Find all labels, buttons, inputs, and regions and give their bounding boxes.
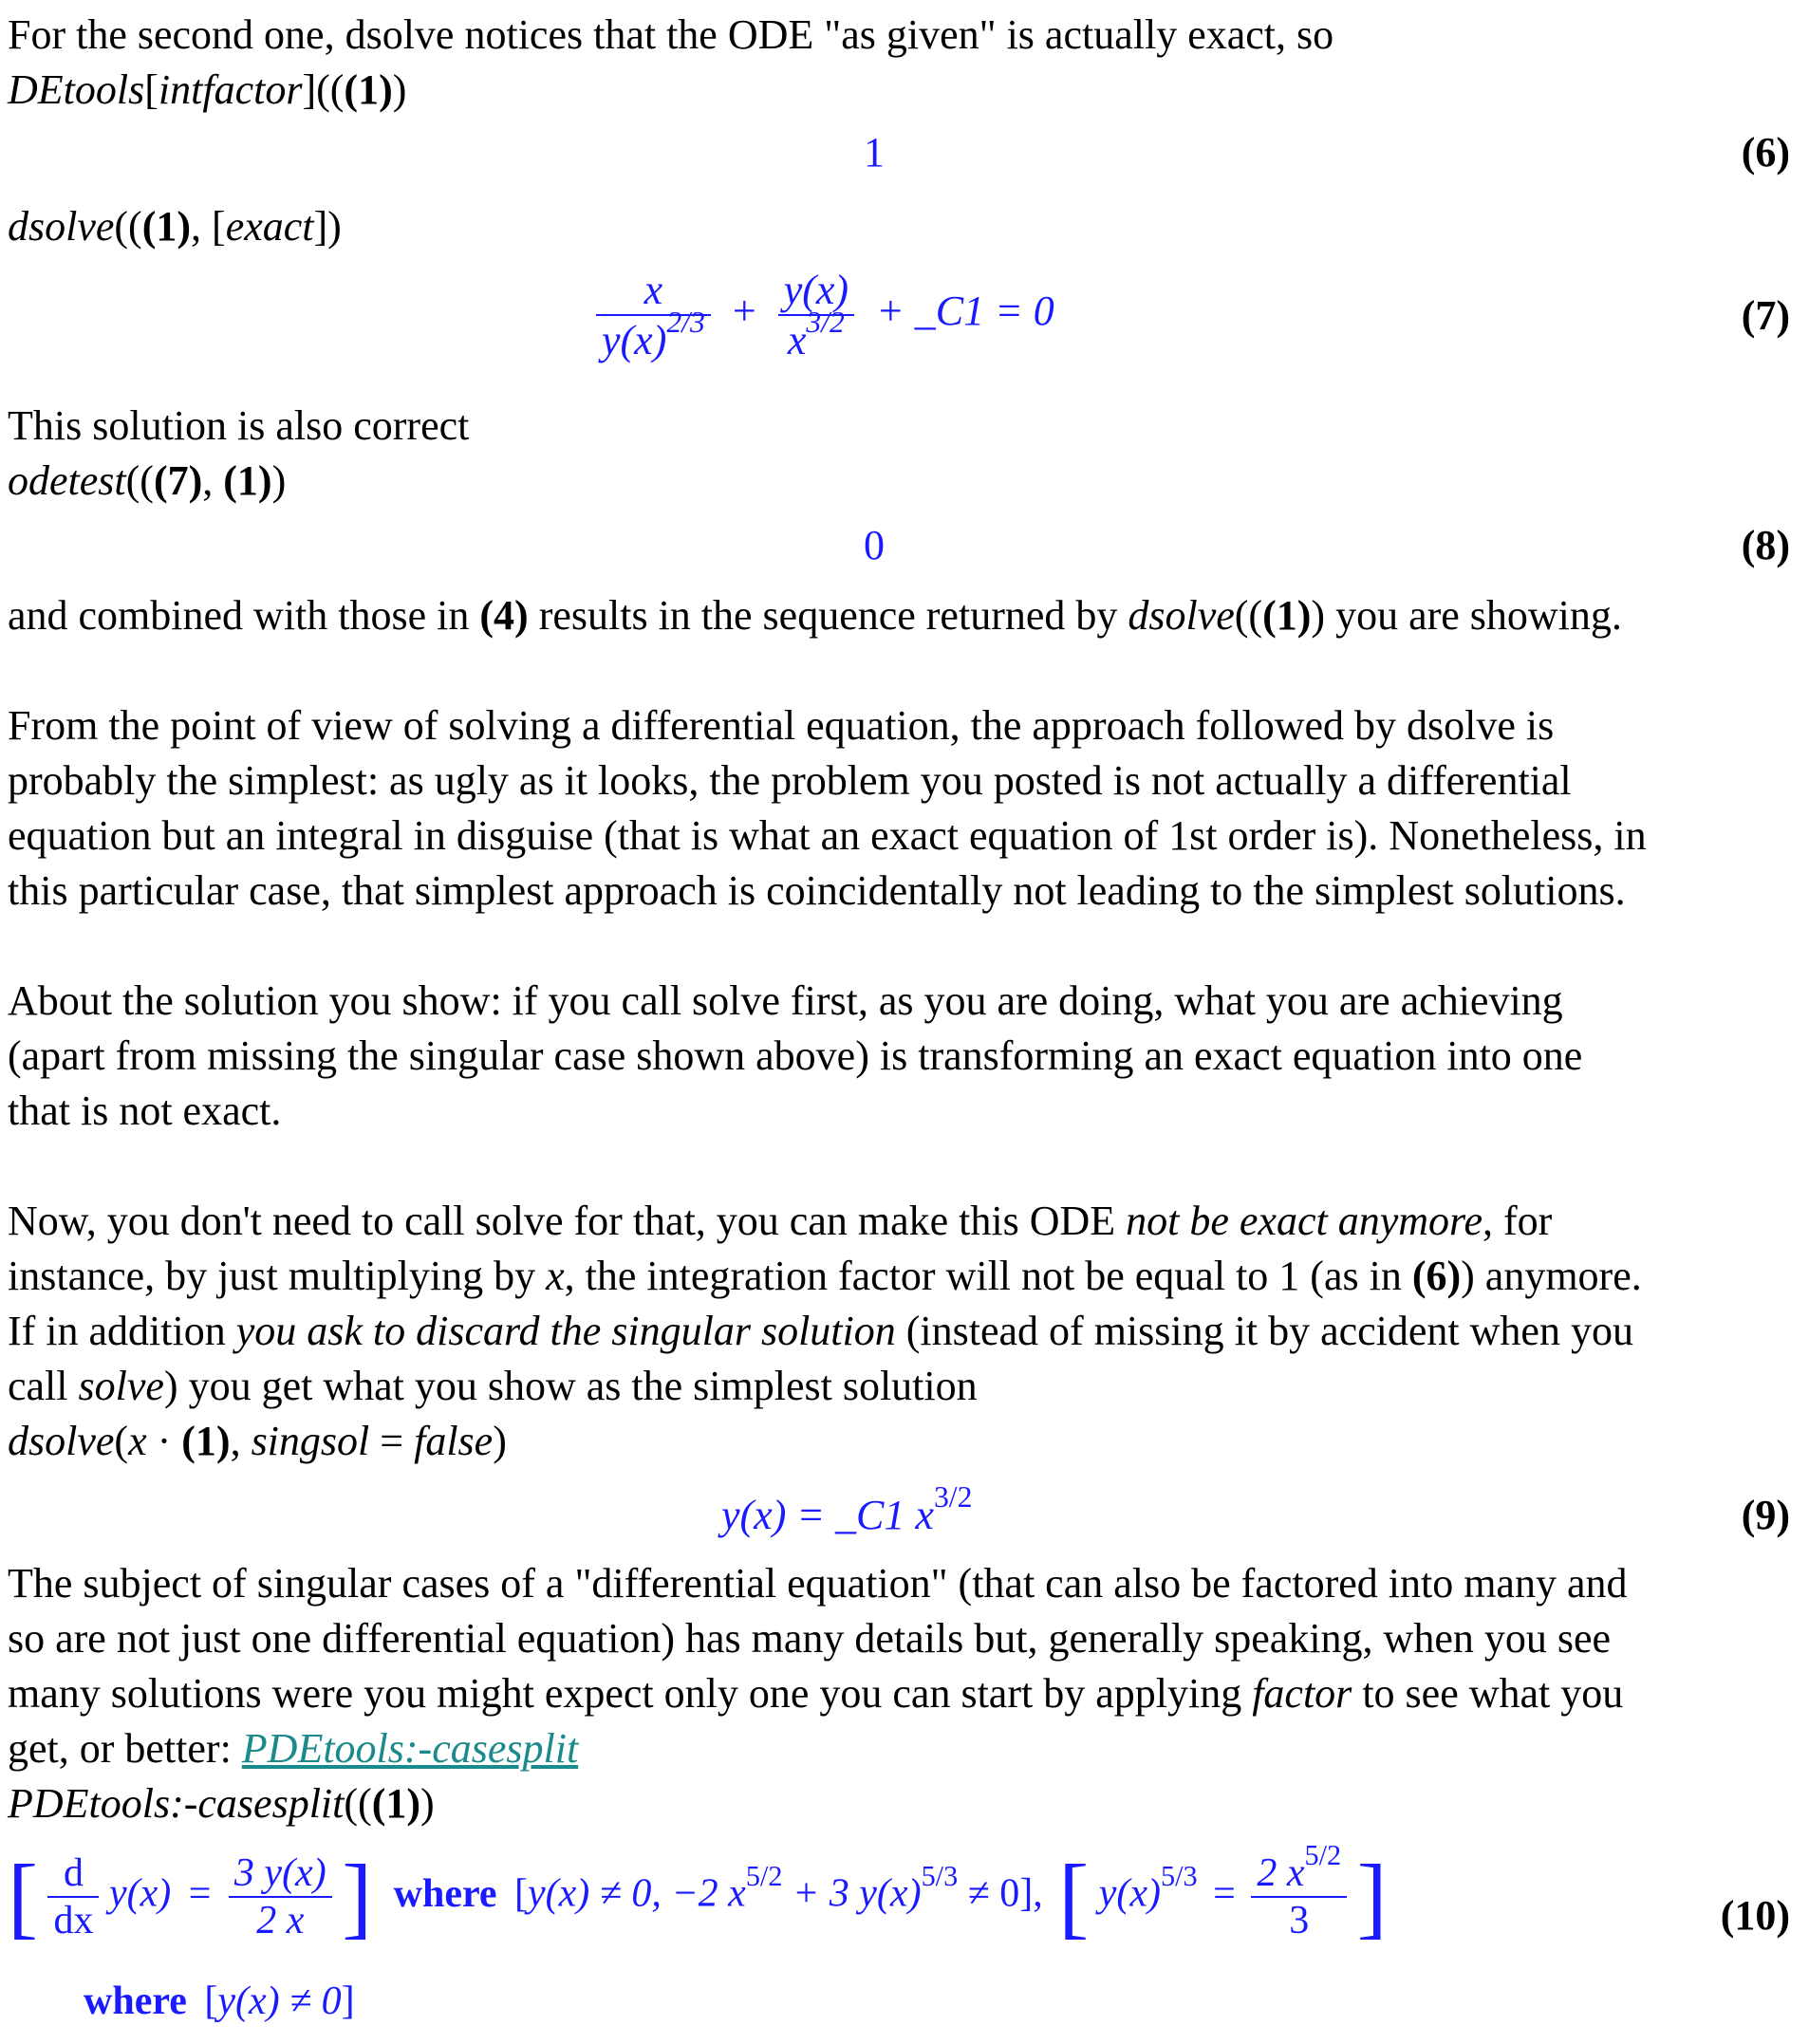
input-dsolve-exact[interactable]: dsolve(((1), [exact]) — [8, 203, 342, 250]
text: and combined with those in — [8, 592, 480, 639]
exponent: 2/3 — [666, 306, 705, 340]
input-dsolve-singsol[interactable]: dsolve(x · (1), singsol = false) — [8, 1418, 507, 1464]
fraction-1 — [596, 266, 711, 364]
tail: + _C1 = 0 — [876, 288, 1054, 335]
numerator: x — [643, 267, 663, 313]
paragraph-about-line-1: About the solution you show: if you call solve first, as you are doing, what you are achieving — [8, 977, 1563, 1024]
paragraph-about-line-2: (apart from missing the singular case shown above) is transforming an exact equation into one — [8, 1032, 1583, 1079]
emphasis: factor — [1252, 1670, 1352, 1717]
denominator: 3 — [1251, 1896, 1347, 1943]
paragraph-pov-line-2: probably the simplest: as ugly as it looks, the problem you posted is not actually a differential — [8, 757, 1572, 804]
text: Now, you don't need to call solve for that, you can make this ODE — [8, 1198, 1127, 1244]
output-7-expression: $\frac{x}{y(x)^{2/3}}$ + $\frac{y(x)}{x^{3/2}}$ + _C1 = 0 — [596, 266, 1054, 364]
fraction-2 — [778, 266, 854, 364]
condition: y(x) ≠ 0, −2 x — [528, 1871, 746, 1916]
eq-ref: (7) — [153, 457, 203, 504]
paragraph-pov-line-4: this particular case, that simplest approach is coincidentally not leading to the simplest solutions. — [8, 867, 1626, 914]
text: ) you get what you show as the simplest solution — [163, 1363, 978, 1409]
output-6-value — [864, 125, 885, 180]
rhs-fraction — [229, 1850, 332, 1943]
text: instance, by just multiplying by — [8, 1253, 547, 1299]
dot-operator: · — [157, 1418, 172, 1464]
eq-ref: (1) — [1262, 592, 1312, 639]
fn-name: DEtools — [8, 66, 145, 113]
paragraph-now-line-4 — [8, 1359, 978, 1414]
eq-ref: (6) — [1411, 1253, 1462, 1299]
paragraph-now-line-2 — [8, 1249, 1642, 1304]
condition: ≠ 0 — [958, 1871, 1020, 1916]
text: get, or better: — [8, 1725, 242, 1772]
equation-label-10: (10) — [1720, 1892, 1790, 1939]
paragraph-now-line-1 — [8, 1194, 1552, 1249]
y-of-x: y(x) — [108, 1871, 172, 1916]
paragraph-about-line-3: that is not exact. — [8, 1087, 282, 1134]
exponent: 5/2 — [1304, 1839, 1342, 1872]
denominator — [596, 306, 711, 364]
text: This solution is also correct — [8, 402, 470, 449]
paragraph-pov-line-1: From the point of view of solving a differential equation, the approach followed by dsolve is — [8, 702, 1555, 749]
paragraph-subject-line-4 — [8, 1721, 578, 1776]
text: many solutions were you might expect only one you can start by applying — [8, 1670, 1253, 1717]
numerator: y(x) — [783, 267, 849, 313]
text: (instead of missing it by accident when you — [895, 1308, 1633, 1354]
text: you are showing. — [1325, 592, 1622, 639]
output-value: 0 — [864, 522, 885, 568]
fn-name: PDEtools:-casesplit — [8, 1780, 345, 1827]
output-value: 1 — [864, 129, 885, 176]
paragraph-subject-line-3 — [8, 1666, 1623, 1721]
option-value: false — [414, 1418, 494, 1464]
text: results in the sequence returned by — [528, 592, 1128, 639]
paragraph-intro — [8, 8, 1333, 63]
equation-label-9: (9) — [1741, 1492, 1790, 1538]
option: singsol — [251, 1418, 370, 1464]
casesplit-help-link[interactable]: PDEtools:-casesplit — [241, 1725, 579, 1772]
solution-fraction — [1251, 1839, 1347, 1943]
variable: x — [128, 1418, 147, 1464]
eq-ref: (4) — [479, 592, 529, 639]
eq-ref: (1) — [141, 203, 192, 250]
fn-name: dsolve — [8, 1418, 115, 1464]
paragraph-now-line-3 — [8, 1304, 1633, 1359]
paragraph-subject-line-2: so are not just one differential equation) has many details but, generally speaking, when you see — [8, 1615, 1612, 1662]
eq-ref: (1) — [371, 1780, 421, 1827]
y-of-x: y(x) — [1098, 1871, 1161, 1916]
where-keyword: where — [84, 1979, 187, 2023]
text: ) anymore. — [1461, 1253, 1642, 1299]
variable: x — [546, 1253, 565, 1299]
base: 2 x — [1257, 1851, 1305, 1895]
base: y(x) — [602, 317, 667, 363]
exponent: 5/2 — [745, 1859, 783, 1892]
dx: dx — [47, 1896, 99, 1943]
exponent: 3/2 — [933, 1480, 973, 1514]
output-8-value — [864, 518, 885, 573]
paragraph-pov-line-3: equation but an integral in disguise (that is what an exact equation of 1st order is). Nonetheless, in — [8, 812, 1647, 859]
input-casesplit[interactable]: PDEtools:-casesplit(((1)) — [8, 1780, 435, 1827]
equation-label-6: (6) — [1741, 129, 1790, 176]
paragraph-subject-line-1: The subject of singular cases of a "differential equation" (that can also be factored into many and — [8, 1560, 1628, 1607]
denominator: 2 x — [229, 1896, 332, 1943]
emphasis: you ask to discard the singular solution — [235, 1308, 896, 1354]
text: If in addition — [8, 1308, 236, 1354]
fn-index: intfactor — [158, 66, 303, 113]
d: d — [63, 1851, 84, 1895]
input-odetest[interactable]: odetest(((7), (1)) — [8, 457, 287, 504]
paragraph-also-correct — [8, 399, 469, 454]
condition: y(x) ≠ 0 — [217, 1979, 342, 2023]
exponent: 3/2 — [806, 306, 845, 340]
equation-label-8: (8) — [1741, 522, 1790, 568]
fn-name: dsolve — [1128, 592, 1235, 639]
eq-ref: (1) — [181, 1418, 231, 1464]
numerator — [1251, 1839, 1347, 1896]
fn-name: odetest — [8, 457, 126, 504]
exponent: 5/3 — [921, 1859, 959, 1892]
text: to see what you — [1352, 1670, 1624, 1717]
text: call — [8, 1363, 79, 1409]
paragraph-combined: and combined with those in (4) results in the sequence returned by dsolve(((1)) you are showing. — [8, 592, 1622, 639]
text: , the integration factor will not be equal to 1 (as in — [564, 1253, 1412, 1299]
expression: y(x) = _C1 x — [721, 1492, 934, 1538]
where-keyword: where — [393, 1871, 497, 1916]
output-10-where-clause: where [y(x) ≠ 0] — [84, 1979, 355, 2023]
option: exact — [225, 203, 314, 250]
input-intfactor[interactable]: DEtools[intfactor](((1)) — [8, 66, 407, 113]
exponent: 5/3 — [1161, 1859, 1198, 1892]
text: , for — [1483, 1198, 1553, 1244]
output-10-expression: [ $\frac{d}{dx}$ y(x) = $\frac{3 y(x)}{2 x}$ ] where [y(x) ≠ 0, −2 $x^{5/2} + 3$ $y(x)^{5/3} \ne 0$], [ $y(x)^{5/3}$ = $\frac{2 x^{5/2}}{3}$ ] — [8, 1839, 1388, 1947]
fn-name: dsolve — [8, 203, 115, 250]
condition: + 3 y(x) — [782, 1871, 922, 1916]
eq-ref: (1) — [223, 457, 272, 504]
denominator — [778, 306, 854, 364]
base: x — [787, 317, 807, 363]
equation-label-7: (7) — [1741, 292, 1790, 339]
numerator: 3 y(x) — [233, 1851, 326, 1895]
intro-text: For the second one, dsolve notices that the ODE "as given" is actually exact, so — [8, 11, 1334, 58]
emphasis: solve — [78, 1363, 164, 1409]
output-9-expression — [721, 1480, 973, 1543]
derivative-operator — [47, 1850, 99, 1943]
emphasis: not be exact anymore — [1126, 1198, 1483, 1244]
eq-ref: (1) — [344, 66, 393, 113]
